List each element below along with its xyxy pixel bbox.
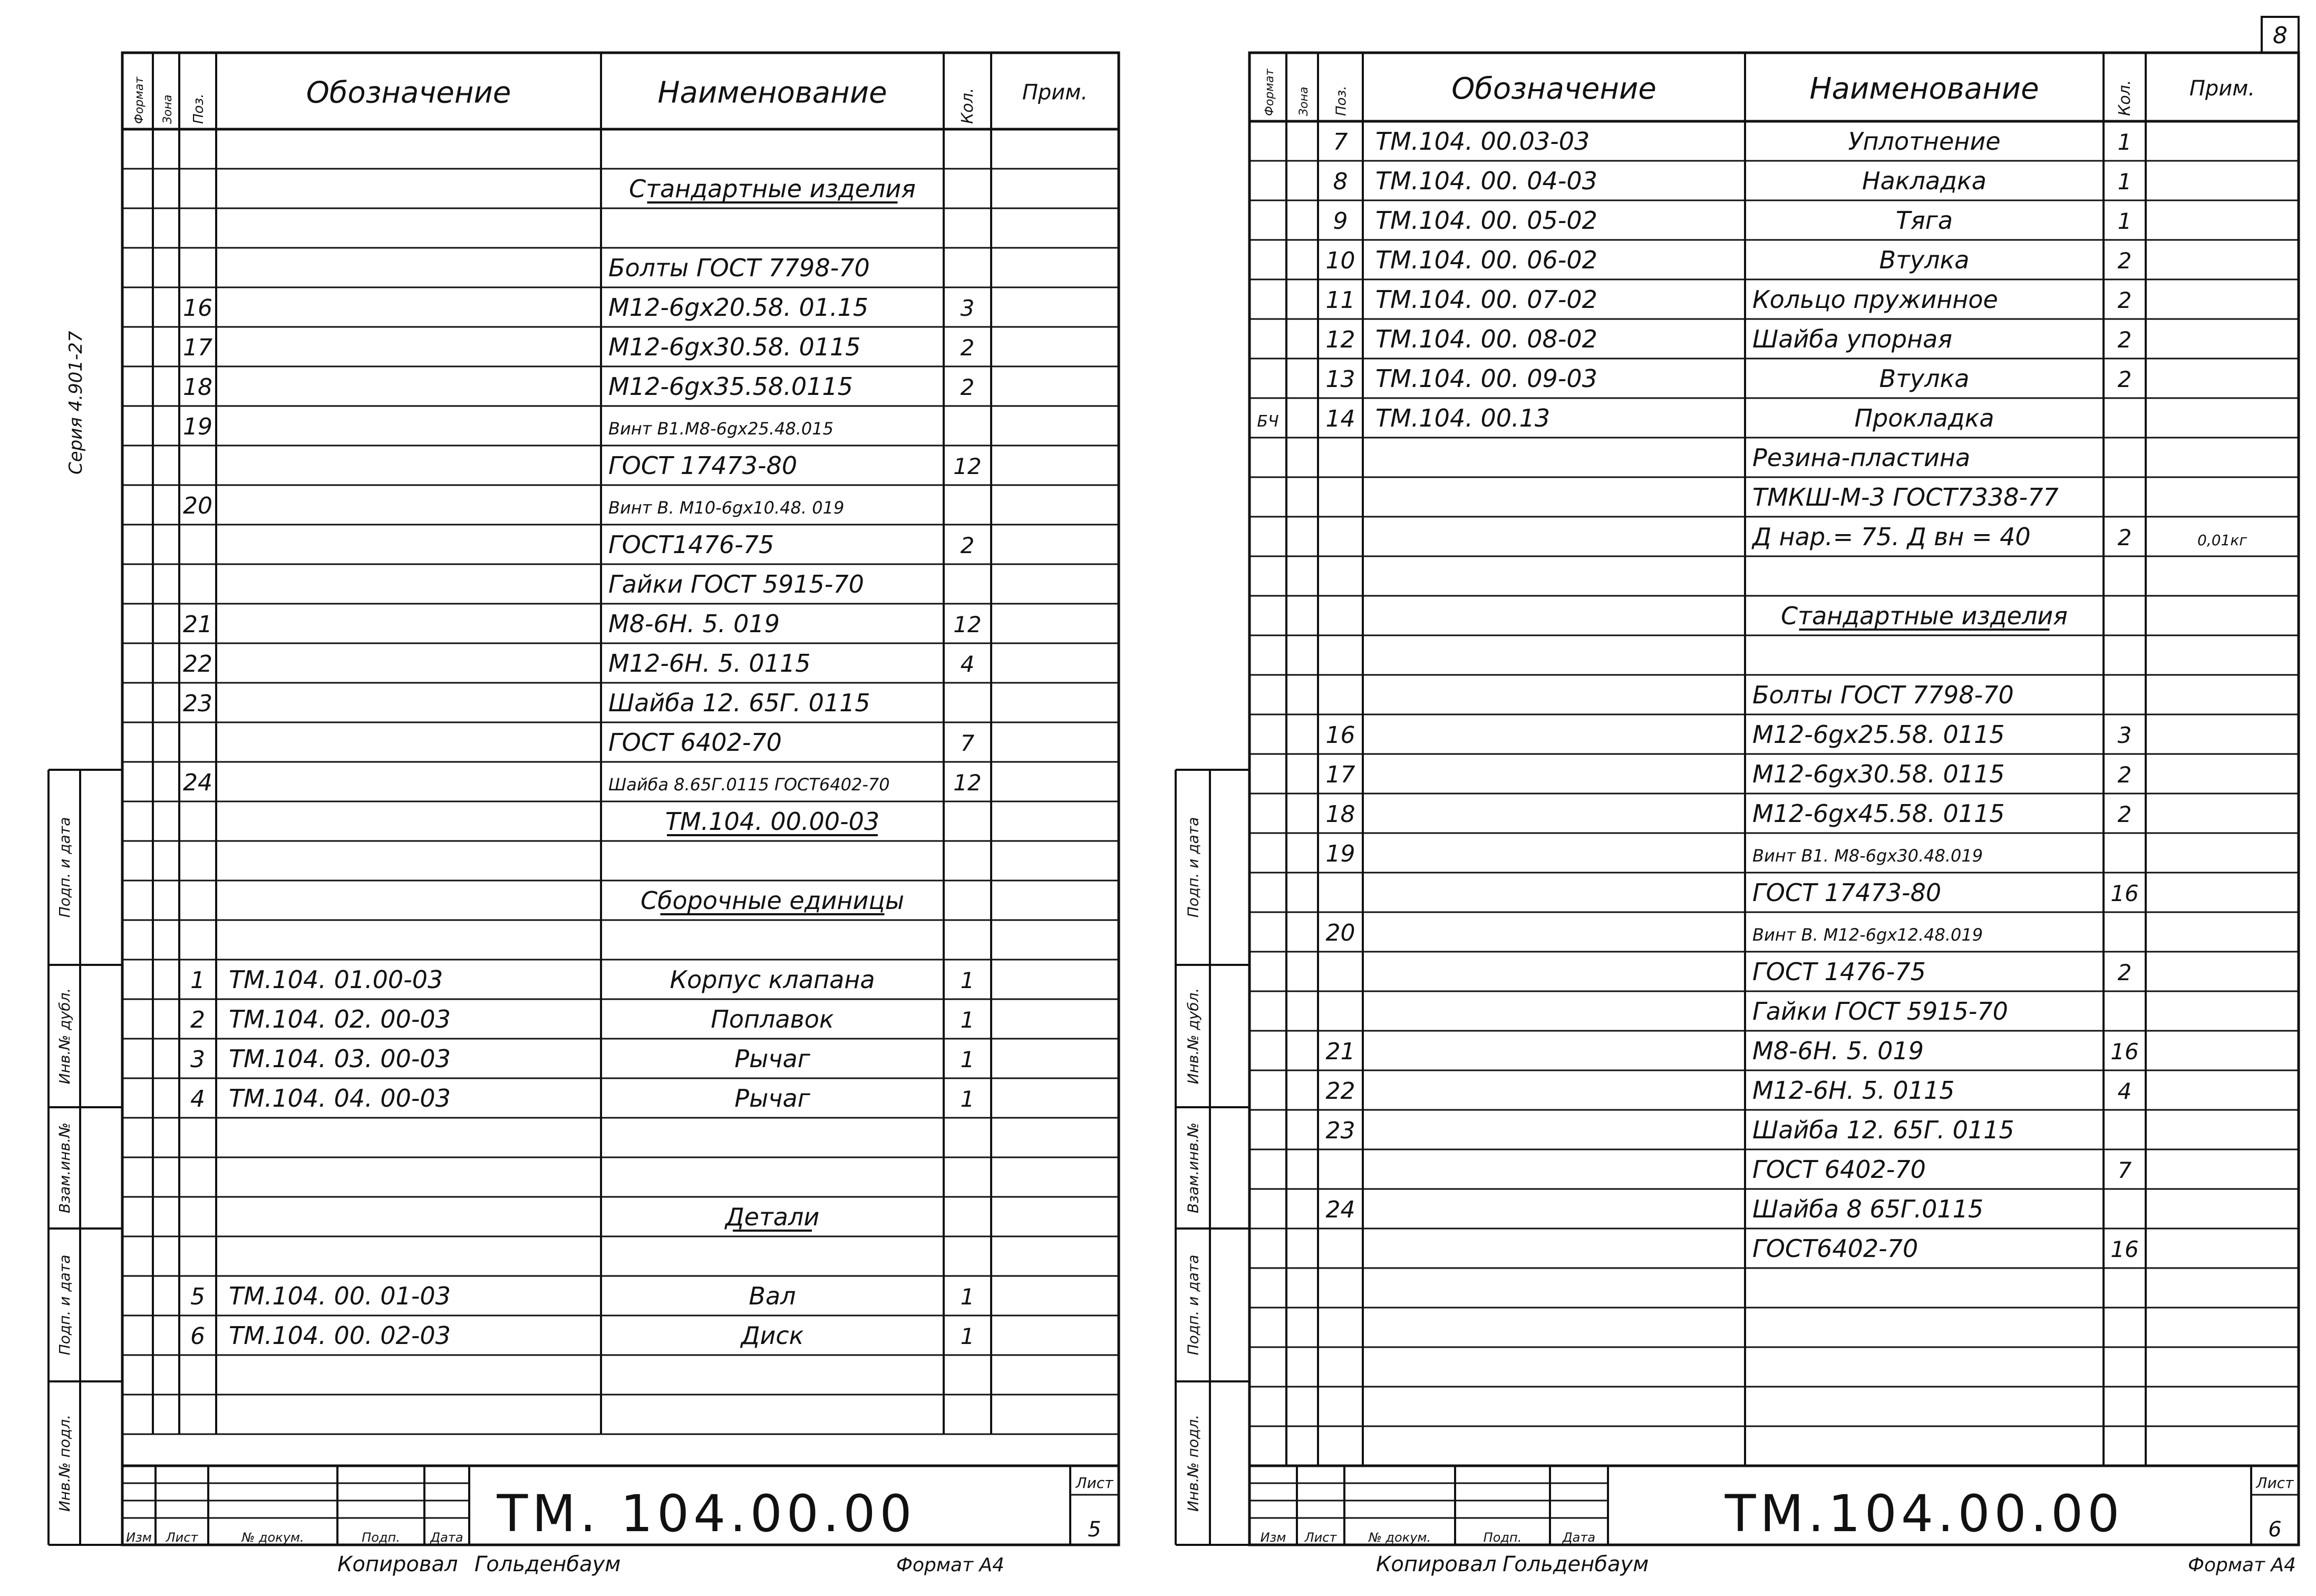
side-label: Инв.№ подл. (1184, 1414, 1202, 1512)
row-position: 19 (1325, 840, 1355, 867)
row-position: 21 (183, 611, 212, 638)
row-name: Диск (741, 1321, 804, 1350)
row-designation: ТМ.104. 00. 05-02 (1375, 206, 1597, 235)
row-quantity: 2 (960, 374, 975, 400)
right-frame (1249, 53, 2299, 1545)
row-name: М12-6gх20.58. 01.15 (608, 293, 869, 322)
row-designation: ТМ.104. 00. 01-03 (229, 1282, 451, 1310)
row-designation: ТМ.104. 00. 06-02 (1375, 246, 1597, 274)
row-quantity: 12 (953, 770, 982, 796)
side-label: Инв.№ дубл. (56, 988, 73, 1085)
row-name: М12-6gх30.58. 0115 (608, 333, 861, 361)
row-position: 10 (1325, 247, 1355, 274)
row-designation: ТМ.104. 01.00-03 (229, 965, 443, 994)
row-quantity: 1 (2117, 169, 2132, 195)
row-name: Болты ГОСТ 7798-70 (1752, 681, 2014, 709)
right-side-strip (1176, 770, 1249, 1545)
row-position: 18 (183, 374, 212, 401)
row-position: 13 (1325, 366, 1355, 393)
side-label: Подп. и дата (1184, 817, 1202, 918)
header-pos: Поз. (1333, 85, 1350, 116)
row-designation: ТМ.104. 00. 07-02 (1375, 285, 1597, 314)
document-code: ТМ.104.00.00 (1724, 1484, 2124, 1543)
row-quantity: 12 (953, 453, 982, 479)
row-position: 8 (1333, 168, 1348, 195)
right-spec-table (1249, 53, 2299, 1466)
row-name: Рычаг (734, 1044, 810, 1073)
row-name: Прокладка (1854, 404, 1994, 432)
row-name: Корпус клапана (670, 965, 875, 994)
stamp-column-label: Изм (1260, 1530, 1286, 1545)
copied-label: Копировал (1376, 1552, 1497, 1576)
row-name: Резина-пластина (1752, 443, 1971, 472)
left-sheet (0, 0, 1155, 1594)
row-name: М12-6Н. 5. 0115 (1752, 1076, 1955, 1105)
stamp-column-label: Лист (1304, 1530, 1337, 1545)
row-name: ГОСТ 17473-80 (608, 451, 798, 480)
row-position: 22 (1325, 1078, 1355, 1105)
row-position: 9 (1333, 208, 1348, 235)
header-zone: Зона (1297, 86, 1311, 116)
row-quantity: 2 (2117, 762, 2132, 788)
row-position: 4 (190, 1086, 205, 1113)
header-pos: Поз. (191, 93, 207, 124)
header-name: Наименование (1809, 72, 2039, 106)
row-quantity: 7 (960, 730, 975, 756)
format-label: Формат А4 (896, 1554, 1005, 1576)
header-qty: Кол. (2116, 80, 2134, 116)
side-label: Взам.инв.№ (1184, 1122, 1202, 1214)
row-name: ГОСТ1476-75 (608, 530, 774, 559)
side-label: Подп. и дата (56, 817, 73, 918)
row-name: М12-6gх35.58.0115 (608, 372, 853, 401)
row-position: 24 (1325, 1196, 1355, 1223)
row-quantity: 12 (953, 612, 982, 637)
side-label: Инв.№ дубл. (1184, 988, 1202, 1085)
row-quantity: 2 (960, 533, 975, 558)
header-name: Наименование (657, 75, 887, 110)
header-format: Формат (1263, 69, 1276, 116)
row-name: Шайба 8 65Г.0115 (1752, 1195, 1984, 1223)
row-quantity: 4 (960, 651, 975, 677)
row-position: 21 (1325, 1038, 1355, 1065)
row-designation: ТМ.104. 00. 02-03 (229, 1321, 451, 1350)
row-name: Винт В. М10-6gх10.48. 019 (608, 498, 845, 518)
left-title-block (122, 1466, 1119, 1545)
row-quantity: 16 (2110, 1236, 2139, 1262)
row-quantity: 3 (960, 295, 975, 321)
row-quantity: 2 (2117, 248, 2132, 274)
row-position: 16 (183, 295, 212, 322)
row-position: 2 (190, 1007, 205, 1033)
row-name: Поплавок (711, 1005, 834, 1033)
stamp-column-label: Дата (430, 1530, 463, 1545)
row-name: М8-6Н. 5. 019 (608, 610, 780, 638)
side-label: Инв.№ подл. (56, 1414, 73, 1512)
sheet-number: 5 (1088, 1517, 1101, 1542)
row-quantity: 1 (960, 1284, 975, 1310)
row-quantity: 2 (2117, 801, 2132, 827)
row-name: М12-6gх30.58. 0115 (1752, 760, 2005, 788)
row-position: 22 (183, 651, 212, 678)
row-designation: ТМ.104. 00. 08-02 (1375, 325, 1597, 353)
row-position: 11 (1325, 287, 1355, 314)
row-note: 0,01кг (2197, 531, 2247, 549)
row-quantity: 16 (2110, 1039, 2139, 1065)
document-code: ТМ. 104.00.00 (497, 1484, 916, 1543)
row-position: 17 (183, 334, 212, 361)
section-heading: Стандартные изделия (629, 175, 916, 203)
row-designation: ТМ.104. 00. 09-03 (1375, 364, 1597, 393)
stamp-column-label: Дата (1562, 1530, 1596, 1545)
side-label: Взам.инв.№ (56, 1122, 73, 1214)
row-designation: ТМ.104. 00.13 (1375, 404, 1551, 432)
row-designation: ТМ.104. 03. 00-03 (229, 1044, 451, 1073)
right-sheet-drawing (1155, 0, 2316, 1594)
row-name: Шайба 12. 65Г. 0115 (1752, 1116, 2014, 1144)
stamp-column-label: Лист (166, 1530, 198, 1545)
page-number: 8 (2273, 22, 2288, 49)
copied-label: Копировал (337, 1552, 458, 1576)
row-quantity: 3 (2117, 722, 2132, 748)
row-name: Кольцо пружинное (1752, 285, 1998, 314)
row-name: Тяга (1895, 206, 1953, 235)
row-name: Шайба 8.65Г.0115 ГОСТ6402-70 (608, 775, 890, 795)
row-quantity: 1 (960, 1047, 975, 1072)
right-title-block (1249, 1466, 2299, 1545)
row-name: Рычаг (734, 1084, 810, 1113)
row-quantity: 16 (2110, 881, 2139, 906)
row-quantity: 2 (2117, 525, 2132, 550)
stamp-column-label: № докум. (1368, 1530, 1431, 1545)
row-quantity: 7 (2117, 1157, 2132, 1183)
row-name: ТМКШ-М-3 ГОСТ7338-77 (1752, 483, 2059, 511)
row-name: ГОСТ 6402-70 (1752, 1155, 1926, 1184)
right-sheet (1155, 0, 2316, 1594)
stamp-column-label: Изм (126, 1530, 152, 1545)
row-name: М12-6gх45.58. 0115 (1752, 799, 2005, 828)
row-name: Винт В1.М8-6gх25.48.015 (608, 419, 834, 439)
sheet-label: Лист (1075, 1474, 1113, 1492)
row-name: Вал (749, 1282, 796, 1310)
row-position: 6 (190, 1323, 205, 1350)
row-name: ГОСТ 6402-70 (608, 728, 782, 757)
row-position: 19 (183, 413, 212, 440)
row-quantity: 4 (2117, 1078, 2132, 1104)
row-position: 20 (1325, 920, 1355, 946)
row-name: Гайки ГОСТ 5915-70 (1752, 997, 2008, 1026)
row-name: ГОСТ 1476-75 (1752, 957, 1926, 986)
row-position: 23 (183, 690, 212, 717)
sheet-number: 6 (2268, 1517, 2282, 1542)
row-position: 3 (190, 1046, 205, 1073)
row-quantity: 1 (2117, 208, 2132, 234)
row-quantity: 1 (960, 1086, 975, 1112)
stamp-column-label: Подп. (362, 1530, 400, 1545)
row-quantity: 2 (2117, 327, 2132, 353)
left-spec-table (122, 53, 1119, 1434)
series-label: Серия 4.901-27 (65, 331, 86, 475)
row-name: М8-6Н. 5. 019 (1752, 1037, 1924, 1065)
row-name: ГОСТ 17473-80 (1752, 878, 1942, 907)
row-name: ГОСТ6402-70 (1752, 1234, 1918, 1263)
header-zone: Зона (161, 94, 175, 124)
row-position: 12 (1325, 326, 1355, 353)
row-name: Гайки ГОСТ 5915-70 (608, 570, 864, 598)
stamp-column-label: Подп. (1483, 1530, 1522, 1545)
header-qty: Кол. (958, 88, 977, 124)
row-position: 16 (1325, 722, 1355, 749)
row-quantity: 2 (2117, 287, 2132, 313)
row-name: ТМ.104. 00.00-03 (665, 807, 880, 836)
section-heading: Стандартные изделия (1781, 602, 2068, 630)
row-name: Втулка (1879, 364, 1970, 393)
copier-name: Гольденбаум (1503, 1552, 1649, 1576)
row-name: Шайба 12. 65Г. 0115 (608, 689, 870, 717)
row-name: Уплотнение (1848, 127, 2001, 156)
row-designation: ТМ.104. 02. 00-03 (229, 1005, 451, 1033)
row-position: 24 (183, 769, 212, 796)
row-name: М12-6gх25.58. 0115 (1752, 720, 2005, 749)
row-name: Втулка (1879, 246, 1970, 274)
row-name: Д нар.= 75. Д вн = 40 (1752, 523, 2031, 551)
row-position: 5 (190, 1283, 205, 1310)
left-side-strip (49, 770, 122, 1545)
row-name: Винт В1. М8-6gх30.48.019 (1752, 846, 1983, 866)
format-label: Формат А4 (2188, 1554, 2296, 1576)
header-designation: Обозначение (306, 75, 511, 110)
row-position: 23 (1325, 1117, 1355, 1144)
row-designation: ТМ.104. 04. 00-03 (229, 1084, 451, 1113)
row-position: 18 (1325, 801, 1355, 828)
row-quantity: 2 (2117, 366, 2132, 392)
row-position: 7 (1333, 129, 1348, 156)
row-format: БЧ (1257, 412, 1279, 431)
row-name: Накладка (1862, 167, 1986, 195)
left-sheet-drawing (0, 0, 1155, 1594)
header-designation: Обозначение (1451, 72, 1656, 106)
row-quantity: 1 (960, 968, 975, 993)
sheet-label: Лист (2256, 1474, 2294, 1492)
side-label: Подп. и дата (1184, 1254, 1202, 1356)
row-name: Винт В. М12-6gх12.48.019 (1752, 925, 1983, 945)
copier-name: Гольденбаум (474, 1552, 621, 1576)
row-position: 17 (1325, 761, 1355, 788)
header-format: Формат (133, 76, 146, 124)
side-label: Подп. и дата (56, 1254, 73, 1356)
header-note: Прим. (2189, 76, 2255, 101)
row-designation: ТМ.104. 00.03-03 (1375, 127, 1590, 156)
section-heading: Детали (725, 1203, 820, 1231)
row-position: 20 (183, 492, 212, 519)
row-quantity: 2 (2117, 960, 2132, 985)
row-designation: ТМ.104. 00. 04-03 (1375, 167, 1597, 195)
row-quantity: 1 (960, 1323, 975, 1349)
row-quantity: 2 (960, 335, 975, 361)
row-quantity: 1 (2117, 129, 2132, 155)
stamp-column-label: № докум. (241, 1530, 304, 1545)
header-note: Прим. (1022, 80, 1088, 105)
row-name: Болты ГОСТ 7798-70 (608, 254, 870, 282)
row-name: Шайба упорная (1752, 325, 1953, 353)
row-position: 14 (1325, 405, 1355, 432)
section-heading: Сборочные единицы (640, 886, 905, 915)
row-name: М12-6Н. 5. 0115 (608, 649, 811, 678)
row-position: 1 (190, 967, 205, 994)
row-quantity: 1 (960, 1007, 975, 1033)
